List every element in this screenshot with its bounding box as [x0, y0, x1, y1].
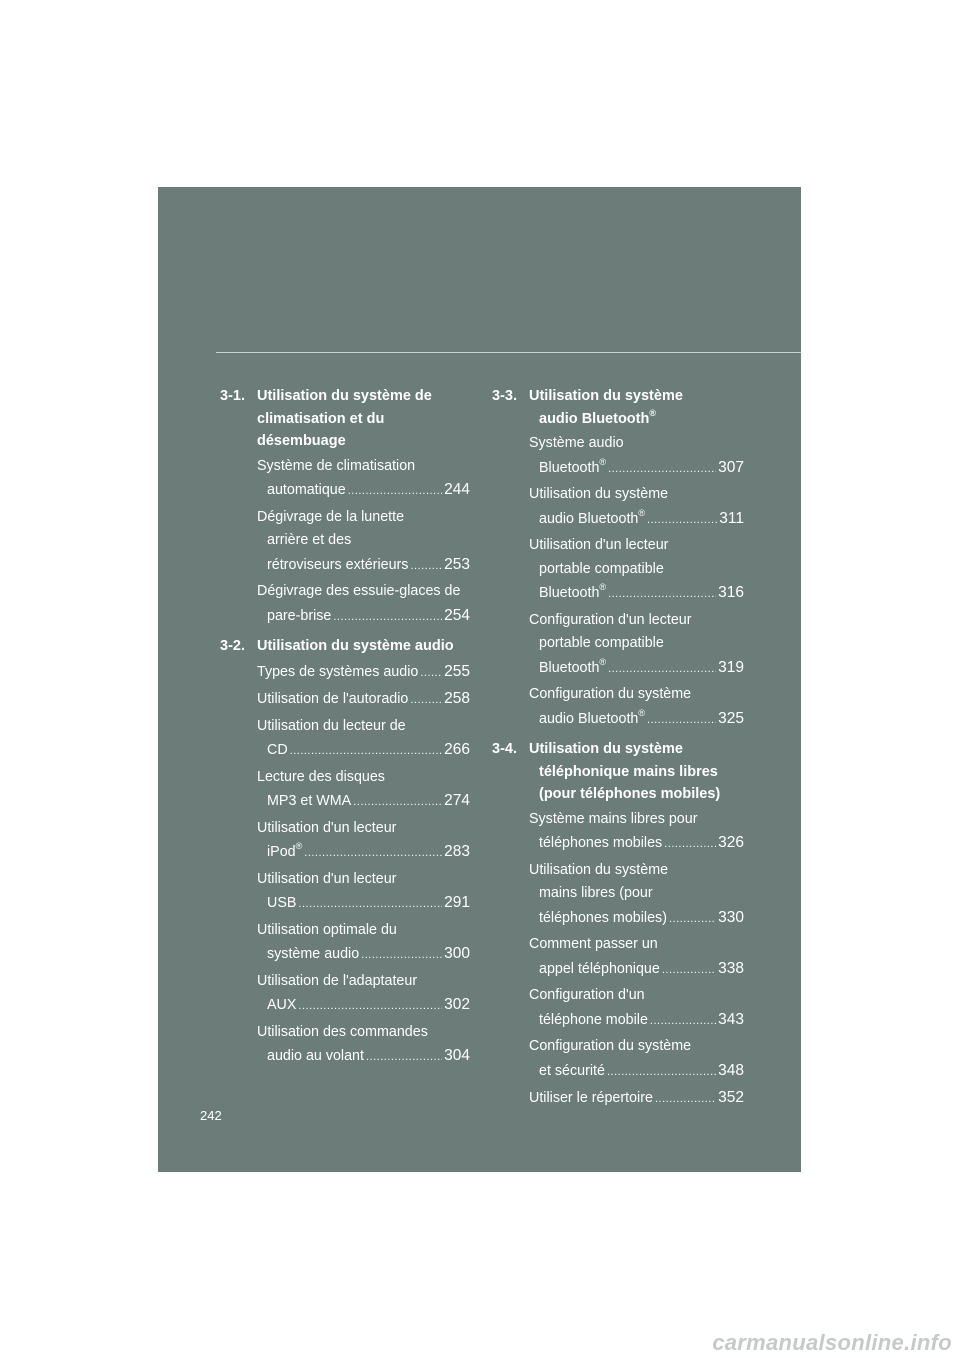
section-number: 3-1. [220, 388, 245, 404]
section-number: 3-4. [492, 741, 517, 757]
toc-entry[interactable]: Utilisation d'un lecteur USB ..... 291 [257, 868, 470, 917]
page-number: 244 [444, 481, 470, 498]
toc-entry[interactable]: Configuration d'un lecteur portable compatible Bluetooth® ..... 319 [529, 609, 744, 682]
section-title: Utilisation du système de climatisation et du désembuage [257, 388, 432, 449]
toc-entry[interactable]: Dégivrage de la lunette arrière et des rétroviseurs extérieurs ..... 253 [257, 506, 470, 579]
page-number: 300 [444, 945, 470, 962]
page-number: 326 [718, 834, 744, 851]
header-rule [216, 352, 801, 353]
section-number: 3-2. [220, 638, 245, 654]
page-number: 302 [444, 996, 470, 1013]
page-number: 338 [718, 959, 744, 977]
section-title: Utilisation du système audio [257, 638, 454, 654]
watermark: carmanualsonline.info [712, 1330, 952, 1355]
toc-entry[interactable]: Utilisation d'un lecteur iPod® ..... 283 [257, 817, 470, 866]
toc-entry[interactable]: Configuration du système et sécurité ..... 348 [529, 1035, 744, 1084]
toc-entry[interactable]: Système mains libres pour téléphones mobiles ..... 326 [529, 808, 744, 857]
page-number: 253 [444, 555, 470, 573]
page-number: 316 [718, 584, 744, 601]
toc-entry[interactable]: Utilisation du système mains libres (pour téléphones mobiles) ..... 330 [529, 859, 744, 932]
page-number: 319 [718, 658, 744, 676]
toc-entry[interactable]: Utilisation d'un lecteur portable compatible Bluetooth® ..... 316 [529, 534, 744, 607]
toc-section-3-4 [492, 738, 744, 1112]
toc-entry[interactable]: Utilisation de l'autoradio ..... 258 [257, 687, 470, 713]
page-number: 330 [718, 908, 744, 926]
toc-section-3-1 [220, 385, 470, 629]
toc-entry[interactable]: Utiliser le répertoire ..... 352 [529, 1086, 744, 1112]
page-number: 348 [718, 1061, 744, 1079]
toc-section-3-3 [492, 385, 744, 732]
page-number: 307 [718, 458, 744, 476]
page-number-footer: 242 [200, 1108, 222, 1123]
page-number: 283 [444, 843, 470, 860]
toc-entry[interactable]: Comment passer un appel téléphonique ..... 338 [529, 933, 744, 982]
page-number: 258 [444, 690, 470, 707]
toc-entry[interactable]: Utilisation du lecteur de CD ..... 266 [257, 715, 470, 764]
page-number: 254 [444, 606, 470, 624]
toc-entry[interactable]: Configuration d'un téléphone mobile ..... 343 [529, 984, 744, 1033]
section-number: 3-3. [492, 388, 517, 404]
toc-entry[interactable]: Système de climatisation automatique ..... 244 [257, 455, 470, 504]
toc-left-column [220, 385, 470, 1076]
toc-right-column [492, 385, 744, 1118]
page-number: 304 [444, 1047, 470, 1064]
page-number: 352 [718, 1089, 744, 1106]
toc-section-3-2 [220, 635, 470, 1070]
page-number: 325 [718, 709, 744, 727]
section-title: Utilisation du système téléphonique mains libres (pour téléphones mobiles) [529, 741, 721, 802]
toc-entry[interactable]: Système audio Bluetooth® ..... 307 [529, 432, 744, 481]
toc-entry[interactable]: Utilisation des commandes audio au volant ..... 304 [257, 1021, 470, 1070]
page-number: 343 [718, 1010, 744, 1028]
page-number: 255 [444, 662, 470, 680]
toc-entry[interactable]: Types de systèmes audio ..... 255 [257, 660, 470, 686]
page-number: 311 [719, 509, 744, 527]
toc-entry[interactable]: Configuration du système audio Bluetooth® ..... 325 [529, 683, 744, 732]
toc-entry[interactable]: Utilisation optimale du système audio ..... 300 [257, 919, 470, 968]
toc-entry[interactable]: Dégivrage des essuie-glaces de pare-brise ..... 254 [257, 580, 470, 629]
page-number: 274 [444, 792, 470, 809]
page-number: 291 [444, 894, 470, 911]
toc-entry[interactable]: Utilisation du système audio Bluetooth® ..... 311 [529, 483, 744, 532]
toc-entry[interactable]: Lecture des disques MP3 et WMA ..... 274 [257, 766, 470, 815]
section-title: Utilisation du système audio Bluetooth® [529, 388, 683, 427]
toc-entry[interactable]: Utilisation de l'adaptateur AUX ..... 302 [257, 970, 470, 1019]
page-number: 266 [444, 741, 470, 758]
